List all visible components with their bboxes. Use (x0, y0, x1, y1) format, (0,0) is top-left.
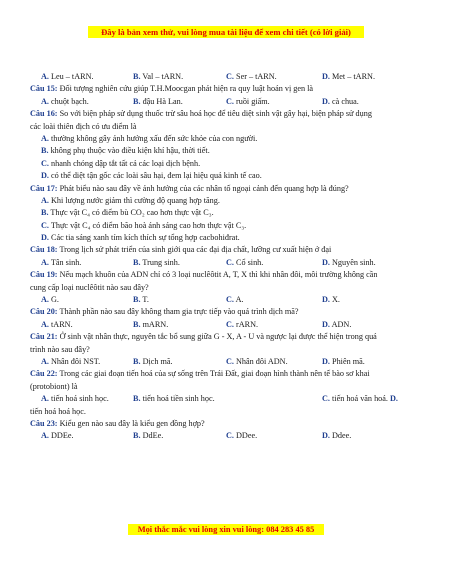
q20-stem: Câu 20: Thành phần nào sau đây không tham gia trực tiếp vào quá trình dịch mã? (30, 307, 299, 317)
q22-stem: Câu 22: Trong các giai đoạn tiến hoá của sự sống trên Trái Đất, giai đoạn hình thành nên tế bào sơ khai (30, 369, 370, 379)
q18-option-c: C. Cổ sinh. (226, 257, 264, 267)
q15-option-b: B. đậu Hà Lan. (133, 96, 183, 106)
q22-options-row (30, 393, 426, 405)
q21-option-b: B. Dịch mã. (133, 356, 173, 366)
q23-option-a: A. DDEe. (41, 431, 74, 441)
q18-options-row (30, 257, 426, 269)
q22-option-a: A. tiến hoá sinh học. (41, 394, 109, 404)
q16-option-c: C. nhanh chóng dập tắt tất cả các loại dịch bệnh. (41, 158, 201, 168)
q22-option-d-text: tiến hoá hoá học. (30, 406, 86, 416)
q14-option-a: A. Leu – tARN. (41, 72, 94, 81)
q23-option-d: D. Ddee. (322, 431, 352, 441)
q23-stem: Câu 23: Kiểu gen nào sau đây là kiểu gen đồng hợp? (30, 418, 205, 428)
q21-option-a: A. Nhân đôi NST. (41, 356, 101, 366)
q19-options-row (30, 294, 426, 306)
q16-option-b: B. không phụ thuộc vào điều kiện khí hậu, thời tiết. (41, 146, 210, 156)
q20-option-c: C. rARN. (226, 319, 259, 329)
q21-option-d: D. Phiên mã. (322, 356, 365, 366)
q16-stem-cont: các loài thiên địch có ưu điểm là (30, 121, 137, 131)
q19-stem: Câu 19: Nếu mạch khuôn của ADN chỉ có 3 loại nuclêôtit A, T, X thì khi nhân đôi, môi trường không cần (30, 270, 378, 280)
q23-option-b: B. DdEe. (133, 431, 164, 441)
q17-option-d: D. Các tia sáng xanh tím kích thích sự tổng hợp cacbohiđrat. (41, 233, 240, 243)
q14-option-b: B. Val – tARN. (133, 72, 184, 81)
q17-option-a: A. Khi lượng nước giảm thì cường độ quang hợp tăng. (41, 195, 220, 205)
q19-option-b: B. T. (133, 295, 149, 305)
q22-option-b: B. tiến hoá tiền sinh học. (133, 394, 215, 404)
q19-option-a: A. G. (41, 295, 59, 305)
q22-stem-cont: (protobiont) là (30, 381, 78, 391)
q15-option-c: C. ruồi giấm. (226, 96, 270, 106)
q20-option-b: B. mARN. (133, 319, 169, 329)
contact-footer: Mọi thắc mắc vui lòng xin vui lòng: 084 283 45 85 (128, 524, 324, 535)
q15-option-d: D. cà chua. (322, 96, 359, 106)
q18-stem: Câu 18: Trong lịch sử phát triển của sinh giới qua các đại địa chất, lưỡng cư xuất hiện ở đại (30, 245, 332, 255)
q16-option-a: A. thường không gây ảnh hưởng xấu đến sức khỏe của con người. (41, 133, 258, 143)
q18-option-d: D. Nguyên sinh. (322, 257, 376, 267)
q17-stem: Câu 17: Phát biểu nào sau đây về ảnh hưởng của các nhân tố ngoại cảnh đến quang hợp là đúng? (30, 183, 349, 193)
q17-option-c: C. Thực vật C₄ có điểm bão hoà ánh sáng cao hơn thực vật C₃. (41, 220, 247, 230)
q14-option-c: C. Ser – tARN. (226, 72, 277, 81)
q22-option-c: C. tiến hoá văn hoá. D. (322, 394, 398, 404)
q19-stem-cont: cung cấp loại nuclêôtit nào sau đây? (30, 282, 149, 292)
q21-stem-cont: trình nào sau đây? (30, 344, 90, 354)
q17-option-b: B. Thực vật C₄ có điểm bù CO₂ cao hơn thực vật C₃. (41, 208, 214, 218)
q23-option-c: C. DDee. (226, 431, 258, 441)
preview-banner: Đây là bản xem thử, vui lòng mua tài liệu để xem chi tiết (có lời giải) (88, 26, 364, 38)
q20-option-a: A. tARN. (41, 319, 73, 329)
q20-options-row (30, 319, 426, 331)
q15-stem: Câu 15: Đối tượng nghiên cứu giúp T.H.Moocgan phát hiện ra quy luật hoán vị gen là (30, 84, 314, 94)
q19-option-c: C. A. (226, 295, 244, 305)
q20-option-d: D. ADN. (322, 319, 352, 329)
q21-stem: Câu 21: Ở sinh vật nhân thực, nguyên tắc bổ sung giữa G - X, A - U và ngược lại được thể hiện trong quá (30, 332, 377, 342)
q21-option-c: C. Nhân đôi ADN. (226, 356, 288, 366)
question-list (30, 71, 426, 443)
q16-stem: Câu 16: So với biện pháp sử dụng thuốc trừ sâu hoá học để tiêu diệt sinh vật gây hại, biện pháp sử dụng (30, 109, 372, 119)
q14-options-row (30, 71, 426, 83)
q18-option-b: B. Trung sinh. (133, 257, 180, 267)
q22-option-d-label: D. (390, 394, 398, 404)
q16-option-d: D. có thể diệt tận gốc các loài sâu hại, đem lại hiệu quả kinh tế cao. (41, 171, 262, 181)
q14-option-d: D. Met – tARN. (322, 72, 375, 81)
q21-options-row (30, 356, 426, 368)
q15-option-a: A. chuột bạch. (41, 96, 89, 106)
q19-option-d: D. X. (322, 295, 340, 305)
q15-options-row (30, 96, 426, 108)
q23-options-row (30, 430, 426, 442)
q18-option-a: A. Tân sinh. (41, 257, 82, 267)
